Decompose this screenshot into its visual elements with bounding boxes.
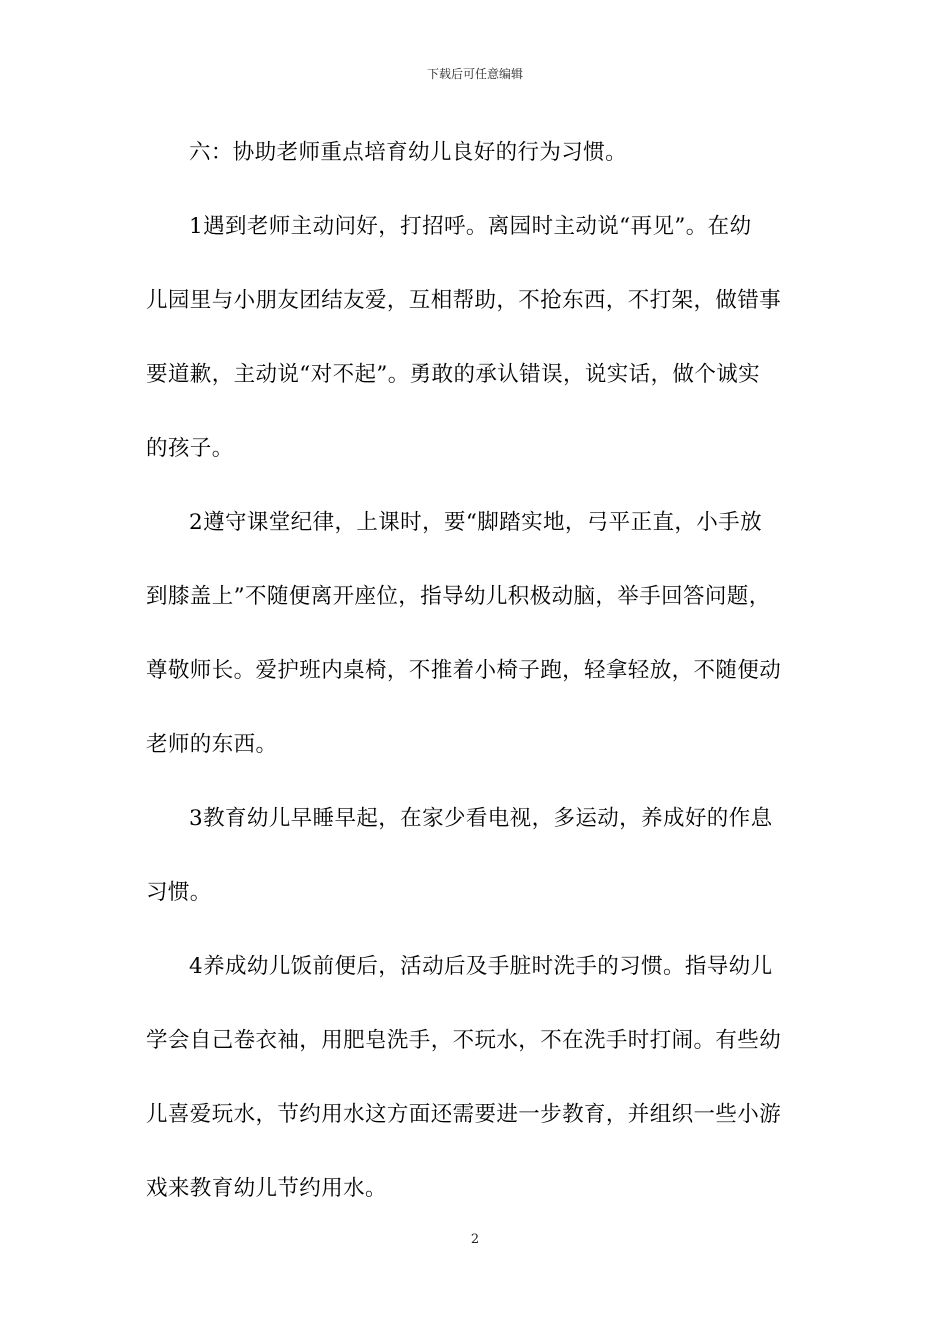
text-line: 习惯。 — [146, 880, 212, 905]
page-number: 2 — [470, 1232, 480, 1247]
paragraph-item-2 — [146, 504, 806, 763]
text-line: 儿园里与小朋友团结友爱，互相帮助，不抢东西，不打架，做错事 — [146, 288, 782, 313]
text-line: 到膝盖上”不随便离开座位，指导幼儿积极动脑，举手回答问题， — [146, 584, 771, 609]
document-body — [146, 134, 806, 1244]
paragraph-item-3 — [146, 800, 806, 911]
text-line: 4养成幼儿饭前便后，活动后及手脏时洗手的习惯。指导幼儿 — [189, 954, 773, 979]
text-line: 1遇到老师主动问好，打招呼。离园时主动说“再见”。在幼 — [189, 214, 752, 239]
text-line: 3教育幼儿早睡早起，在家少看电视，多运动，养成好的作息 — [189, 806, 773, 831]
text-line: 尊敬师长。爱护班内桌椅，不推着小椅子跑，轻拿轻放，不随便动 — [146, 658, 782, 683]
text-line: 2遵守课堂纪律，上课时，要“脚踏实地，弓平正直，小手放 — [189, 510, 762, 535]
paragraph-item-1 — [146, 208, 806, 467]
text-line: 的孩子。 — [146, 436, 234, 461]
text-line: 戏来教育幼儿节约用水。 — [146, 1176, 387, 1201]
text-line: 六：协助老师重点培育幼儿良好的行为习惯。 — [189, 140, 628, 165]
paragraph-item-4 — [146, 948, 806, 1207]
text-line: 儿喜爱玩水，节约用水这方面还需要进一步教育，并组织一些小游 — [146, 1102, 782, 1127]
text-line: 老师的东西。 — [146, 732, 278, 757]
page-header: 下载后可任意编辑 — [426, 67, 523, 81]
text-line: 学会自己卷衣袖，用肥皂洗手，不玩水，不在洗手时打闹。有些幼 — [146, 1028, 782, 1053]
section-heading — [146, 134, 806, 171]
text-line: 要道歉，主动说“对不起”。勇敢的承认错误，说实话，做个诚实 — [146, 362, 761, 387]
